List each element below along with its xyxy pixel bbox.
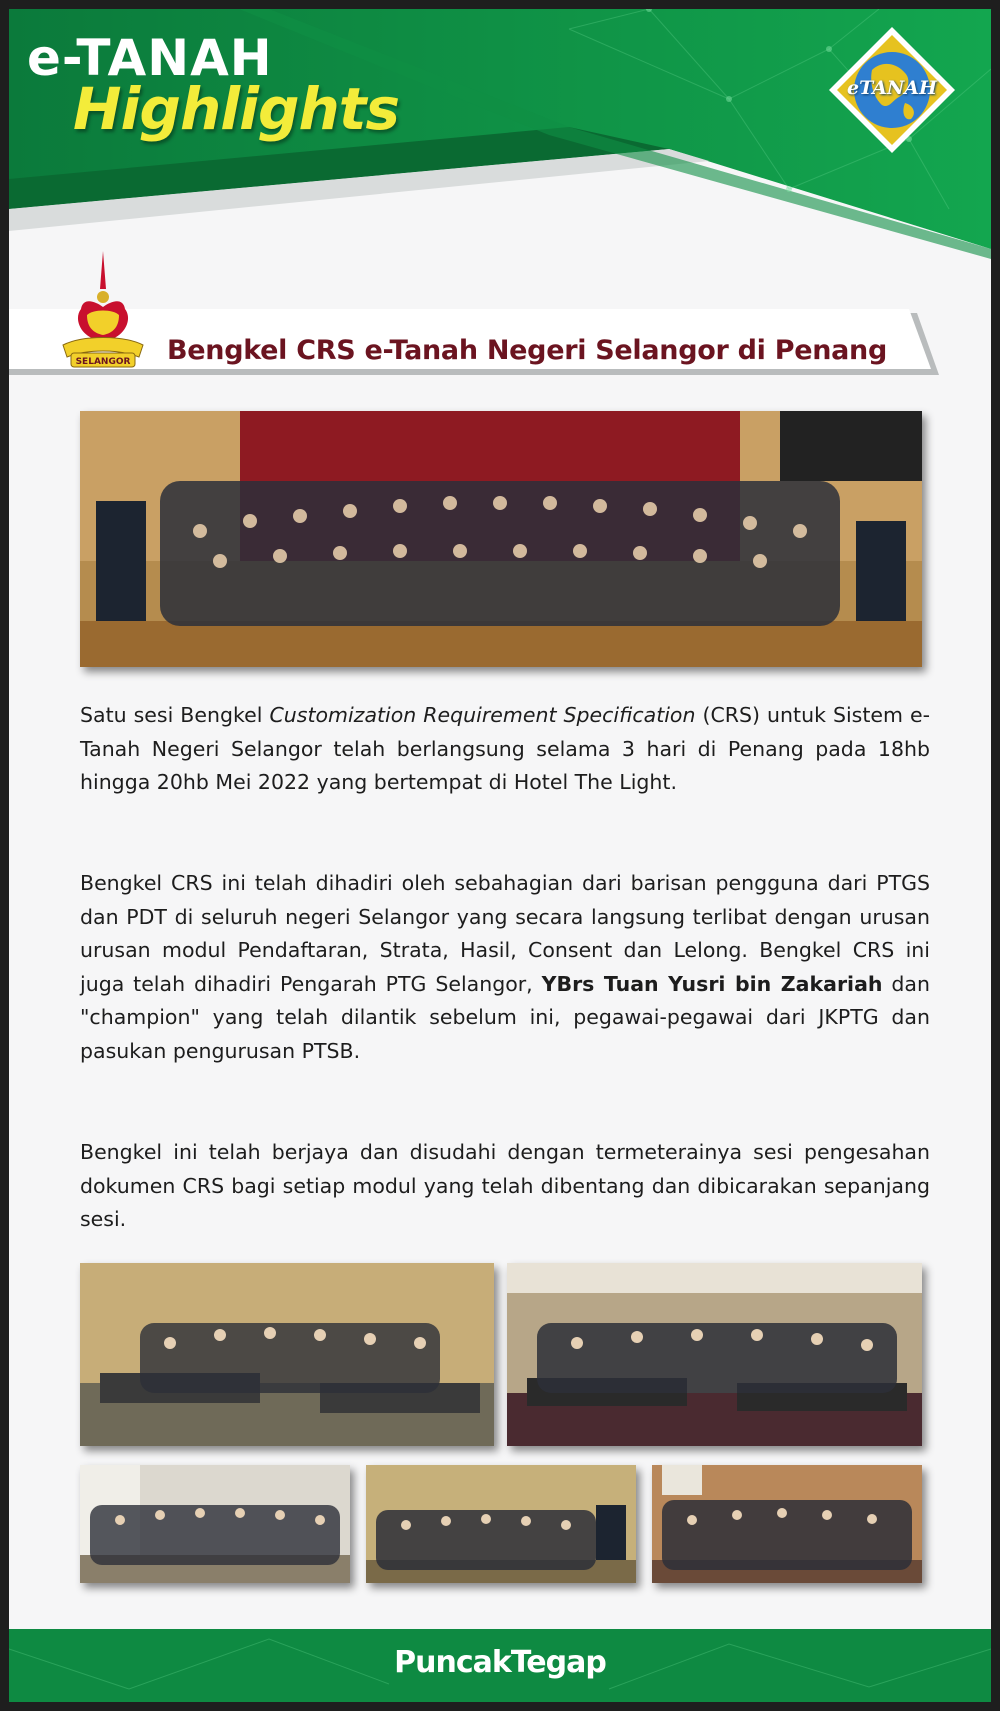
etanah-logo-text: eTANAH: [847, 77, 937, 99]
workshop-photo-4: [366, 1465, 636, 1583]
workshop-photo-5: [652, 1465, 922, 1583]
article-paragraph-2: Bengkel CRS ini telah dihadiri oleh sebahagian dari barisan pengguna dari PTGS dan PDT di seluruh negeri Selangor yang secara langsung terlibat dengan urusan urusan modul Pendaftaran, Strata, Hasil, Consent dan Lelong. Bengkel CRS ini juga telah dihadiri Pengarah PTG Selangor, YBrs Tuan Yusri bin Zakariah dan "champion" yang telah dilantik sebelum ini, pegawai-pegawai dari JKPTG dan pasukan pengurusan PTSB.: [80, 871, 930, 1063]
workshop-photo-3: [80, 1465, 350, 1583]
article-paragraph-3: Bengkel ini telah berjaya dan disudahi dengan termeterainya sesi pengesahan dokumen CRS bagi setiap modul yang telah dibentang dan dibicarakan sepanjang sesi.: [80, 1140, 930, 1232]
brand-title-top: e-TANAH: [27, 29, 273, 87]
page-frame: [9, 9, 991, 1702]
group-photo-main: [80, 411, 922, 667]
crest-label: SELANGOR: [75, 357, 131, 367]
footer-brand: PuncakTegap: [394, 1645, 606, 1680]
selangor-crest-icon: [53, 249, 153, 379]
article-paragraph-1: Satu sesi Bengkel Customization Requirement Specification (CRS) untuk Sistem e-Tanah Negeri Selangor telah berlangsung selama 3 hari di Penang pada 18hb hingga 20hb Mei 2022 yang bertempat di Hotel The Light.: [80, 703, 930, 795]
brand-title-bottom: Highlights: [73, 75, 400, 143]
workshop-photo-2: [507, 1263, 922, 1446]
workshop-photo-1: [80, 1263, 494, 1446]
page-title: Bengkel CRS e-Tanah Negeri Selangor di Penang: [167, 335, 887, 366]
